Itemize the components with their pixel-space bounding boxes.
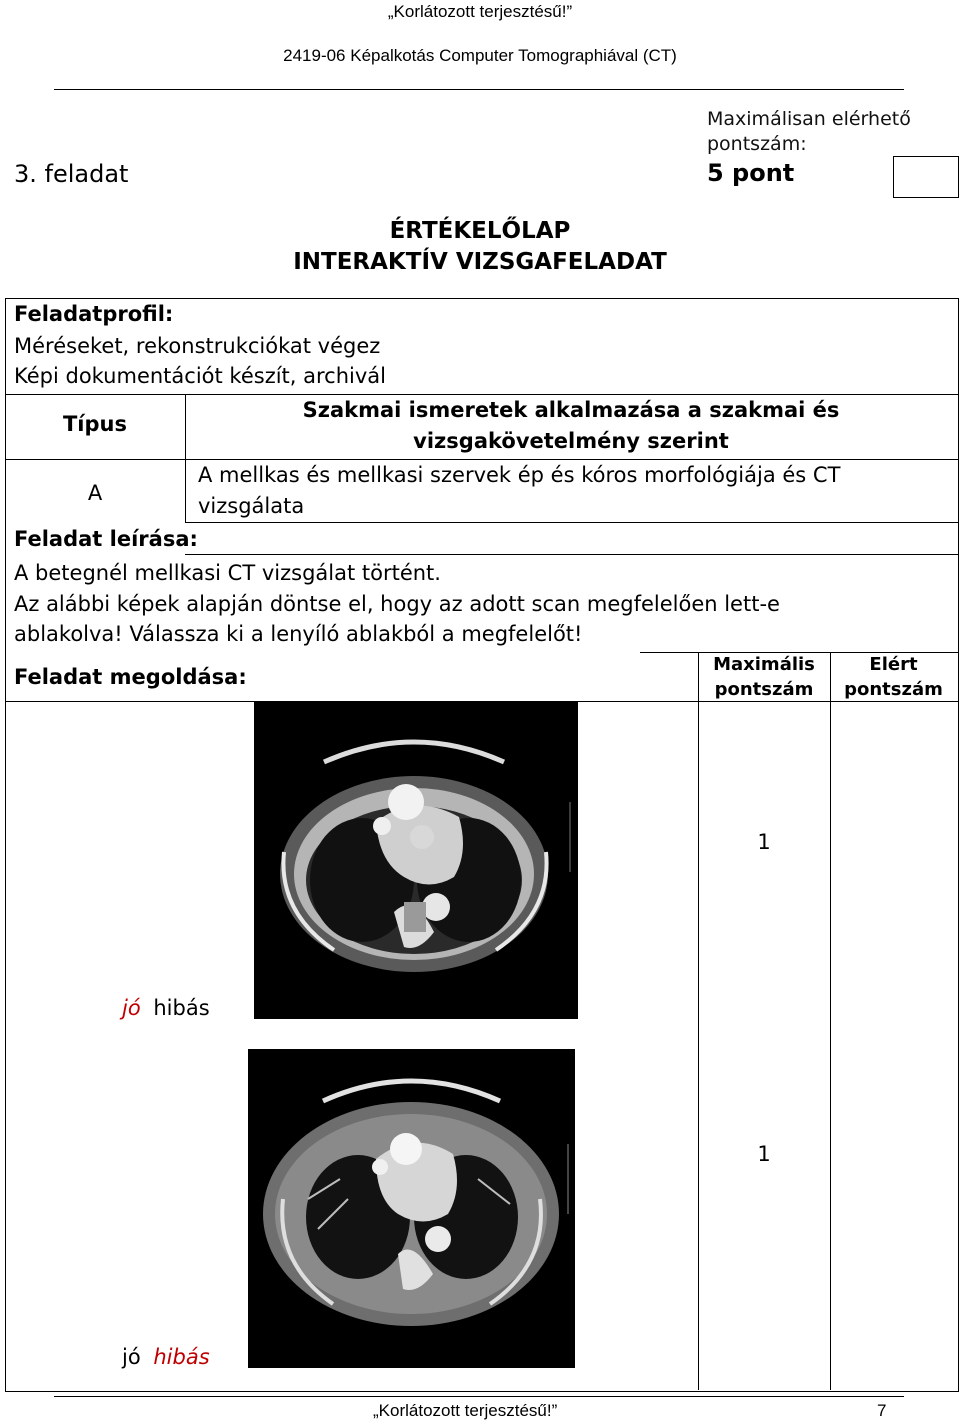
option-good[interactable]: jó (122, 1345, 141, 1369)
ct-scan-image (254, 702, 578, 1019)
table-rule (5, 459, 958, 460)
solution-heading: Feladat megoldása: (14, 665, 247, 689)
sheet-title: ÉRTÉKELŐLAP (389, 218, 571, 244)
header-rule (54, 89, 904, 90)
answer-select[interactable] (122, 1345, 210, 1369)
table-rule (640, 652, 958, 653)
col-divider (830, 652, 831, 1390)
max-points-value: 5 pont (707, 159, 795, 187)
option-bad[interactable]: hibás (153, 996, 210, 1020)
description-line: Az alábbi képek alapján döntse el, hogy az adott scan megfelelően lett-e (14, 592, 780, 616)
description-line: A betegnél mellkasi CT vizsgálat történt. (14, 561, 441, 585)
type-value: A (87, 481, 103, 505)
page-number: 7 (877, 1401, 887, 1420)
max-points-label: Maximálisan elérhető (707, 108, 911, 130)
type-description: A mellkas és mellkasi szervek ép és kóros morfológiája és CT (198, 463, 841, 487)
max-points-cell: 1 (757, 830, 771, 854)
profile-heading: Feladatprofil: (14, 302, 174, 326)
sheet-subtitle: INTERAKTÍV VIZSGAFELADAT (293, 249, 667, 275)
knowledge-area: Szakmai ismeretek alkalmazása a szakmai és (302, 398, 840, 422)
type-label: Típus (62, 412, 127, 436)
knowledge-area-2: vizsgakövetelmény szerint (413, 429, 729, 453)
footer-notice: „Korlátozott terjesztésű!” (373, 1401, 558, 1420)
col-earned-header-2: pontszám (844, 679, 943, 700)
description-heading: Feladat leírása: (14, 527, 198, 551)
score-box[interactable] (893, 156, 959, 198)
col-max-header: Maximális (713, 654, 815, 675)
table-rule (5, 394, 958, 395)
restricted-notice: „Korlátozott terjesztésű!” (387, 2, 573, 21)
footer-rule (54, 1396, 904, 1397)
max-points-label-2: pontszám: (707, 133, 807, 155)
col-max-header-2: pontszám (714, 679, 814, 700)
profile-line: Képi dokumentációt készít, archivál (14, 364, 386, 388)
description-line: ablakolva! Válassza ki a lenyíló ablakból a megfelelőt! (14, 622, 583, 646)
document-subtitle: 2419-06 Képalkotás Computer Tomographiával (CT) (283, 46, 677, 65)
type-description-2: vizsgálata (198, 494, 305, 518)
option-good[interactable]: jó (122, 996, 141, 1020)
task-number: 3. feladat (14, 160, 129, 188)
col-divider (698, 652, 699, 1390)
table-rule (185, 522, 958, 523)
table-rule (185, 554, 958, 555)
max-points-cell: 1 (757, 1142, 771, 1166)
answer-select[interactable] (122, 996, 210, 1020)
ct-scan-image (248, 1049, 575, 1368)
option-bad[interactable]: hibás (153, 1345, 210, 1369)
col-earned-header: Elért (869, 654, 918, 675)
profile-line: Méréseket, rekonstrukciókat végez (14, 334, 381, 358)
